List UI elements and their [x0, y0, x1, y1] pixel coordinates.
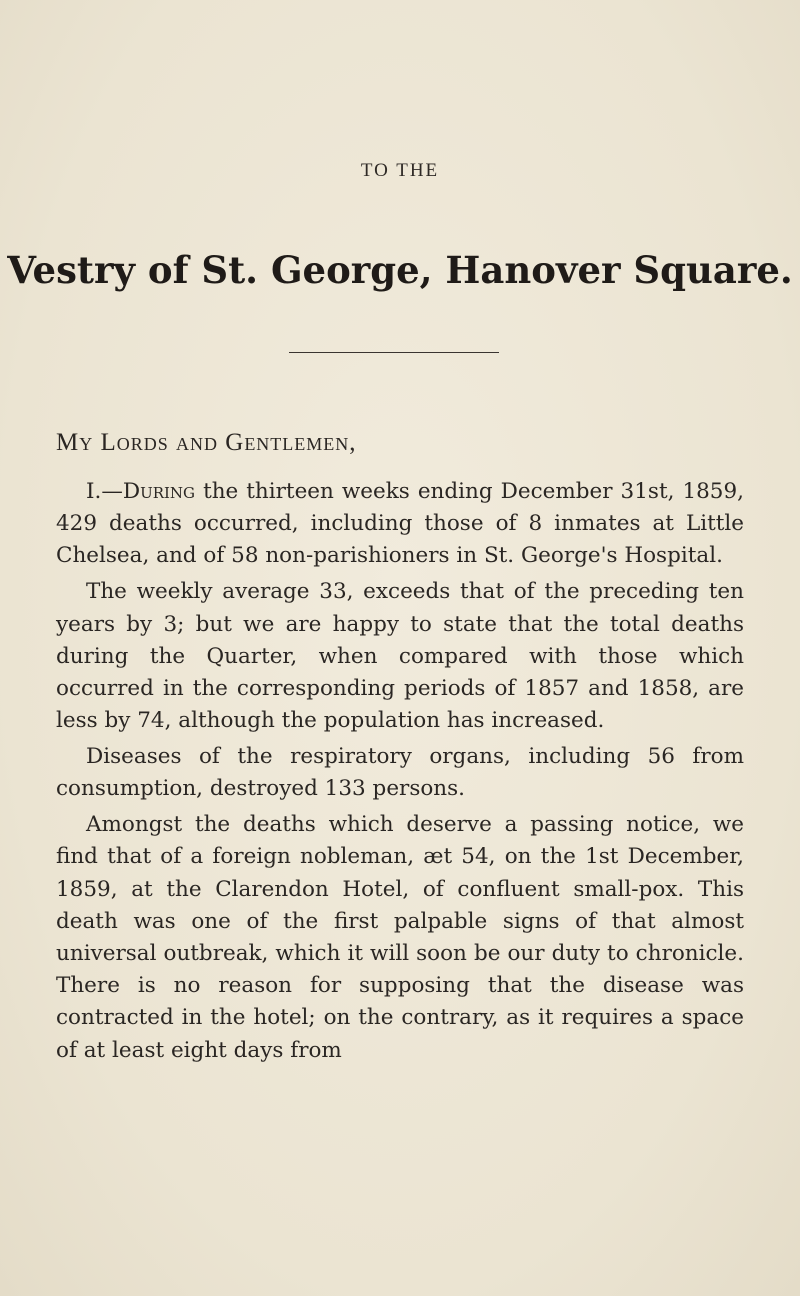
- paragraph-3: Diseases of the respiratory organs, including 56 from consumption, destroyed 133 persons.: [56, 744, 744, 802]
- page-title: Vestry of St. George, Hanover Square.: [7, 248, 793, 292]
- body-text: [56, 476, 744, 1067]
- paragraph-lead: I.—During: [86, 479, 196, 504]
- salutation: My Lords and Gentlemen,: [56, 429, 357, 456]
- paragraph-1: [56, 476, 744, 573]
- kicker-heading: TO THE: [360, 160, 440, 181]
- paragraph-4: Amongst the deaths which deserve a passing notice, we find that of a foreign nobleman, æt 54, on the 1st December, 1859, at the Clarendon Hotel, of confluent small-pox. This death was one of the first palpable signs of that almost universal outbreak, which it will soon be our duty to chronicle. There is no reason for supposing that the disease was contracted in the hotel; on the contrary, as it requires a space of at least eight days from: [56, 812, 744, 1063]
- title-divider: [289, 352, 499, 353]
- paragraph-text: the thirteen weeks ending December 31st, 1859, 429 deaths occurred, including those of 8 inmates at Little Chelsea, and of 58 non-parishioners in St. George's Hospital.: [56, 479, 744, 569]
- paragraph-2: The weekly average 33, exceeds that of the preceding ten years by 3; but we are happy to state that the total deaths during the Quarter, when compared with those which occurred in the corresponding periods of 1857 and 1858, are less by 74, although the population has increased.: [56, 579, 744, 734]
